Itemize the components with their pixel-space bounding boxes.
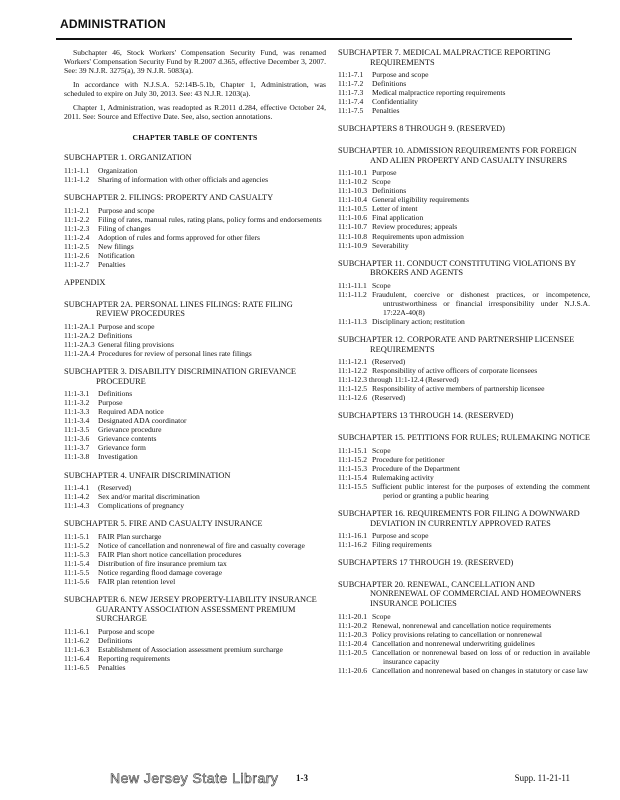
section-title: Reporting requirements — [98, 654, 170, 664]
toc-entry — [64, 331, 326, 340]
section-number: 11:1-2.5 — [64, 241, 90, 251]
section-spacer — [64, 672, 326, 681]
section-number: 11:1-12.5 — [338, 384, 368, 394]
toc-entry — [64, 340, 326, 349]
section-title: Adoption of rules and forms approved for other filers — [98, 232, 260, 242]
toc-entry — [64, 233, 326, 242]
toc-entry — [338, 639, 590, 648]
toc-entry — [338, 621, 590, 630]
subchapter-heading: SUBCHAPTER 12. CORPORATE AND PARTNERSHIP LICENSEE REQUIREMENTS — [338, 335, 575, 354]
section-title: Final application — [372, 213, 424, 223]
section-spacer — [64, 269, 326, 278]
toc-entry — [338, 446, 590, 455]
toc-entry — [64, 349, 326, 358]
section-title: Purpose and scope — [98, 205, 155, 215]
toc-entry — [64, 425, 326, 434]
section-spacer — [64, 462, 326, 471]
section-title: Procedures for review of personal lines rate filings — [98, 348, 252, 358]
library-watermark: New Jersey State Library — [110, 770, 279, 786]
section-spacer — [64, 184, 326, 193]
subchapter — [64, 193, 326, 269]
toc-entry — [338, 290, 590, 317]
section-number: 11:1-7.1 — [338, 70, 364, 80]
section-title: Purpose and scope — [98, 321, 155, 331]
section-number: 11:1-4.2 — [64, 492, 90, 502]
section-number: 11:1-10.2 — [338, 177, 368, 187]
section-number: 11:1-6.4 — [64, 654, 90, 664]
toc-entry — [338, 482, 590, 500]
subchapter-heading: SUBCHAPTERS 17 THROUGH 19. (RESERVED) — [338, 558, 514, 568]
section-title: Notice regarding flood damage coverage — [98, 568, 222, 578]
section-number: 11:1-16.1 — [338, 531, 368, 541]
section-number: 11:1-2A.3 — [64, 339, 95, 349]
subchapter-heading: APPENDIX — [64, 277, 106, 287]
toc-entry — [338, 106, 590, 115]
header-rule — [56, 38, 572, 40]
section-title: Grievance contents — [98, 434, 157, 444]
toc-entry — [338, 464, 590, 473]
section-number: 11:1-3.6 — [64, 434, 90, 444]
toc-entry — [338, 79, 590, 88]
section-title: Filing of changes — [98, 223, 151, 233]
toc-entry — [338, 540, 590, 549]
section-number: 11:1-2.2 — [64, 214, 90, 224]
subchapter-heading: SUBCHAPTER 7. MEDICAL MALPRACTICE REPORTING REQUIREMENTS — [338, 48, 551, 67]
section-title: 11:1-12.3 through 11:1-12.4 (Reserved) — [338, 375, 459, 385]
section-title: Definitions — [372, 186, 407, 196]
toc-entry — [338, 222, 590, 231]
toc-entry — [64, 322, 326, 331]
section-title: Scope — [372, 177, 391, 187]
toc-entry — [338, 88, 590, 97]
subchapter — [64, 519, 326, 586]
section-number: 11:1-7.3 — [338, 88, 364, 98]
section-title: (Reserved) — [372, 357, 406, 367]
left-column — [64, 48, 326, 681]
toc-entry — [338, 648, 590, 666]
intro-paragraph: In accordance with N.J.S.A. 52:14B-5.1b, Chapter 1, Administration, was scheduled to expire on July 30, 2013. See: 43 N.J.R. 1203(a). — [64, 80, 326, 99]
section-title: Scope — [372, 611, 391, 621]
section-title: (Reserved) — [372, 393, 406, 403]
subchapter-heading: SUBCHAPTER 5. FIRE AND CASUALTY INSURANCE — [64, 519, 263, 529]
subchapter-heading: SUBCHAPTERS 13 THROUGH 14. (RESERVED) — [338, 411, 514, 421]
section-number: 11:1-1.2 — [64, 175, 90, 185]
toc-entry — [64, 550, 326, 559]
section-title: Responsibility of active officers of corporate licensees — [372, 366, 538, 376]
toc-entry — [338, 375, 590, 384]
section-number: 11:1-5.3 — [64, 549, 90, 559]
section-title: Sex and/or marital discrimination — [98, 492, 200, 502]
toc-entry — [64, 577, 326, 586]
toc-entry — [338, 186, 590, 195]
toc-entry — [338, 204, 590, 213]
intro-paragraph: Subchapter 46, Stock Workers' Compensation Security Fund, was renamed Workers' Compensation Security Fund by R.2007 d.365, effective December 3, 2007. See: 39 N.J.R. 3275(a), 39 N.J.R. 5083(a). — [64, 48, 326, 76]
section-title: Sharing of information with other officials and agencies — [98, 175, 269, 185]
section-number: 11:1-20.3 — [338, 629, 368, 639]
subchapter — [338, 259, 590, 326]
section-spacer — [338, 137, 590, 146]
section-number: 11:1-15.1 — [338, 445, 368, 455]
toc-entry — [64, 492, 326, 501]
section-title: Grievance form — [98, 443, 146, 453]
section-number: 11:1-3.2 — [64, 398, 90, 408]
section-spacer — [338, 549, 590, 558]
toc-entry — [64, 663, 326, 672]
section-number: 11:1-2.6 — [64, 250, 90, 260]
section-number: 11:1-11.3 — [338, 317, 367, 326]
section-number: 11:1-20.1 — [338, 611, 368, 621]
section-number: 11:1-5.5 — [64, 568, 90, 578]
section-title: Procedure for petitioner — [372, 454, 445, 464]
toc-entry — [338, 70, 590, 79]
subchapter — [338, 558, 590, 568]
section-number: 11:1-12.2 — [338, 366, 368, 376]
toc-entry — [64, 452, 326, 461]
section-number: 11:1-5.1 — [64, 531, 90, 541]
section-title: Purpose and scope — [372, 70, 429, 80]
section-spacer — [338, 326, 590, 335]
toc-entry — [64, 434, 326, 443]
section-title: Review procedures; appeals — [372, 222, 458, 232]
section-title: Rulemaking activity — [372, 472, 434, 482]
section-spacer — [64, 586, 326, 595]
section-title: Notification — [98, 250, 135, 260]
subchapter — [64, 278, 326, 288]
section-number: 11:1-2.4 — [64, 232, 90, 242]
section-title: Penalties — [372, 106, 400, 116]
subchapter-heading: SUBCHAPTER 11. CONDUCT CONSTITUTING VIOLATIONS BY BROKERS AND AGENTS — [338, 258, 576, 278]
section-number: 11:1-7.4 — [338, 97, 364, 107]
toc-entry — [64, 532, 326, 541]
section-number: 11:1-6.5 — [64, 663, 90, 673]
section-number: 11:1-10.8 — [338, 231, 368, 241]
section-number: 11:1-20.5 — [338, 647, 368, 657]
subchapter-heading: SUBCHAPTER 2A. PERSONAL LINES FILINGS: RATE FILING REVIEW PROCEDURES — [64, 299, 293, 319]
toc-entry — [338, 393, 590, 402]
section-spacer — [64, 291, 326, 300]
section-number: 11:1-3.5 — [64, 425, 90, 435]
toc-entry — [64, 206, 326, 215]
subchapter — [338, 580, 590, 675]
toc-entry — [64, 541, 326, 550]
section-title: Fraudulent, coercive or dishonest practices, or incompetence, untrustworthiness or financial irresponsibility under N.J.S.A. 17:22A-40(8) — [372, 289, 590, 317]
toc-entry — [64, 242, 326, 251]
toc-entry — [64, 501, 326, 510]
section-title: Medical malpractice reporting requirements — [372, 88, 506, 98]
section-title: Scope — [372, 280, 391, 290]
section-spacer — [64, 358, 326, 367]
section-title: General eligibility requirements — [372, 195, 469, 205]
toc-entry — [64, 627, 326, 636]
subchapter — [64, 153, 326, 184]
toc-entry — [338, 366, 590, 375]
subchapter — [338, 411, 590, 421]
section-title: Definitions — [372, 79, 407, 89]
toc-entry — [338, 168, 590, 177]
subchapter-heading: SUBCHAPTER 1. ORGANIZATION — [64, 153, 192, 163]
section-number: 11:1-7.5 — [338, 106, 364, 116]
toc-entry — [64, 568, 326, 577]
section-number: 11:1-2.1 — [64, 205, 90, 215]
section-number: 11:1-11.2 — [338, 289, 367, 299]
section-number: 11:1-3.8 — [64, 452, 90, 462]
section-spacer — [338, 571, 590, 580]
subchapter-heading: SUBCHAPTER 15. PETITIONS FOR RULES; RULEMAKING NOTICE — [338, 433, 590, 443]
section-number: 11:1-20.4 — [338, 638, 368, 648]
subchapter — [64, 300, 326, 358]
toc-entry — [64, 443, 326, 452]
section-title: Cancellation or nonrenewal based on loss of or reduction in available insurance capacity — [372, 647, 590, 666]
toc-entry — [338, 384, 590, 393]
section-number: 11:1-11.1 — [338, 280, 367, 290]
section-number: 11:1-2A.2 — [64, 330, 95, 340]
section-title: Distribution of fire insurance premium tax — [98, 558, 227, 568]
section-number: 11:1-4.1 — [64, 483, 90, 493]
section-title: Grievance procedure — [98, 425, 162, 435]
section-title: Filing of rates, manual rules, rating plans, policy forms and endorsements — [98, 214, 322, 224]
section-number: 11:1-10.6 — [338, 213, 368, 223]
toc-entry — [338, 531, 590, 540]
subchapter — [64, 471, 326, 511]
section-number: 11:1-5.6 — [64, 577, 90, 587]
toc-entry — [64, 636, 326, 645]
toc-entry — [64, 654, 326, 663]
section-number: 11:1-10.9 — [338, 240, 368, 250]
right-column — [338, 48, 590, 684]
subchapter — [338, 509, 590, 549]
toc-entry — [338, 241, 590, 250]
toc-entry — [338, 473, 590, 482]
section-title: Purpose — [98, 398, 123, 408]
section-number: 11:1-20.6 — [338, 665, 368, 675]
supplement-date: Supp. 11-21-11 — [514, 773, 570, 783]
section-spacer — [338, 115, 590, 124]
toc-entry — [338, 357, 590, 366]
section-title: Scope — [372, 445, 391, 455]
section-number: 11:1-10.4 — [338, 195, 368, 205]
subchapter — [338, 48, 590, 115]
toc-entry — [338, 232, 590, 241]
section-title: Designated ADA coordinator — [98, 416, 187, 426]
section-spacer — [338, 500, 590, 509]
subchapter-heading: SUBCHAPTER 2. FILINGS: PROPERTY AND CASUALTY — [64, 193, 274, 203]
section-number: 11:1-6.2 — [64, 635, 90, 645]
subchapter-heading: SUBCHAPTER 4. UNFAIR DISCRIMINATION — [64, 470, 231, 480]
section-number: 11:1-10.3 — [338, 186, 368, 196]
section-number: 11:1-2.7 — [64, 259, 90, 269]
section-title: Definitions — [98, 635, 133, 645]
section-spacer — [338, 402, 590, 411]
section-number: 11:1-3.4 — [64, 416, 90, 426]
toc-entry — [64, 251, 326, 260]
section-spacer — [338, 424, 590, 433]
subchapter — [338, 146, 590, 250]
section-number: 11:1-6.1 — [64, 626, 90, 636]
section-title: Organization — [98, 165, 138, 175]
section-number: 11:1-3.1 — [64, 389, 90, 399]
page-number: 1-3 — [296, 773, 308, 783]
toc-entry — [64, 166, 326, 175]
section-title: FAIR Plan surcharge — [98, 531, 162, 541]
subchapter — [338, 335, 590, 402]
section-title: Purpose and scope — [372, 531, 429, 541]
section-title: Procedure of the Department — [372, 463, 460, 473]
section-number: 11:1-15.5 — [338, 481, 368, 491]
section-title: Purpose — [372, 168, 397, 178]
subchapter — [338, 124, 590, 134]
toc-entry — [64, 175, 326, 184]
section-number: 11:1-15.4 — [338, 472, 368, 482]
toc-entry — [64, 483, 326, 492]
section-number: 11:1-10.7 — [338, 222, 368, 232]
section-title: Severability — [372, 240, 409, 250]
toc-entry — [338, 281, 590, 290]
section-number: 11:1-10.5 — [338, 204, 368, 214]
section-number: 11:1-2A.4 — [64, 348, 95, 358]
subchapter-heading: SUBCHAPTER 6. NEW JERSEY PROPERTY-LIABILITY INSURANCE GUARANTY ASSOCIATION ASSESSMENT PREMIUM SURCHARGE — [64, 595, 317, 624]
toc-entry — [338, 213, 590, 222]
section-number: 11:1-3.3 — [64, 407, 90, 417]
section-number: 11:1-5.4 — [64, 558, 90, 568]
section-title: General filing provisions — [98, 339, 174, 349]
intro-paragraph: Chapter 1, Administration, was readopted as R.2011 d.284, effective October 24, 2011. See: Source and Effective Date. See, also, section annotations. — [64, 103, 326, 122]
section-number: 11:1-7.2 — [338, 79, 364, 89]
section-number: 11:1-20.2 — [338, 620, 368, 630]
toc-entry — [64, 260, 326, 269]
section-number: 11:1-16.2 — [338, 540, 368, 550]
section-title: Confidentiality — [372, 97, 418, 107]
section-spacer — [338, 675, 590, 684]
section-title: Renewal, nonrenewal and cancellation notice requirements — [372, 620, 552, 630]
section-title: Definitions — [98, 389, 133, 399]
toc-entry — [64, 215, 326, 224]
section-title: Investigation — [98, 452, 138, 462]
section-title: Complications of pregnancy — [98, 501, 185, 511]
section-spacer — [64, 510, 326, 519]
toc-entry — [64, 645, 326, 654]
toc-entry — [338, 177, 590, 186]
section-title: Penalties — [98, 663, 126, 673]
toc-entry — [338, 97, 590, 106]
section-number: 11:1-12.6 — [338, 393, 368, 403]
section-title: Establishment of Association assessment premium surcharge — [98, 645, 283, 654]
toc-entry — [338, 317, 590, 326]
section-title: Filing requirements — [372, 540, 432, 550]
section-number: 11:1-4.3 — [64, 501, 90, 511]
section-title: Required ADA notice — [98, 407, 164, 417]
section-title: Disciplinary action; restitution — [372, 317, 465, 326]
section-title: Responsibility of active members of partnership licensee — [372, 384, 545, 394]
toc-entry — [64, 407, 326, 416]
section-title: New filings — [98, 241, 134, 251]
section-number: 11:1-5.2 — [64, 540, 90, 550]
section-title: Penalties — [98, 259, 126, 269]
section-number: 11:1-2A.1 — [64, 321, 95, 331]
section-spacer — [338, 250, 590, 259]
section-title: (Reserved) — [98, 483, 132, 493]
toc-entry — [64, 224, 326, 233]
subchapter-heading: SUBCHAPTER 16. REQUIREMENTS FOR FILING A DOWNWARD DEVIATION IN CURRENTLY APPROVED RATES — [338, 508, 580, 528]
toc-title: CHAPTER TABLE OF CONTENTS — [132, 133, 258, 143]
toc-entry — [338, 455, 590, 464]
section-number: 11:1-6.3 — [64, 645, 90, 654]
section-title: Purpose and scope — [98, 626, 155, 636]
section-number: 11:1-15.3 — [338, 463, 368, 473]
toc-entry — [64, 559, 326, 568]
section-number: 11:1-2.3 — [64, 223, 90, 233]
section-number: 11:1-10.1 — [338, 168, 368, 178]
subchapter — [64, 367, 326, 462]
left-toc-sections — [64, 153, 326, 681]
section-number: 11:1-3.7 — [64, 443, 90, 453]
section-number: 11:1-1.1 — [64, 165, 90, 175]
section-title: FAIR Plan short notice cancellation procedures — [98, 549, 242, 559]
subchapter-heading: SUBCHAPTER 20. RENEWAL, CANCELLATION AND NONRENEWAL OF COMMERCIAL AND HOMEOWNERS INSURANCE POLICIES — [338, 579, 582, 608]
toc-entry — [64, 398, 326, 407]
subchapter-heading: SUBCHAPTERS 8 THROUGH 9. (RESERVED) — [338, 124, 505, 134]
right-toc-sections — [338, 48, 590, 684]
section-title: FAIR plan retention level — [98, 577, 176, 587]
section-number: 11:1-15.2 — [338, 454, 368, 464]
subchapter — [64, 595, 326, 672]
section-number: 11:1-12.1 — [338, 357, 368, 367]
toc-entry — [338, 666, 590, 675]
subchapter-heading: SUBCHAPTER 10. ADMISSION REQUIREMENTS FOR FOREIGN AND ALIEN PROPERTY AND CASUALTY INSURERS — [338, 146, 577, 165]
section-title: Policy provisions relating to cancellation or nonrenewal — [372, 629, 542, 639]
section-title: Letter of intent — [372, 204, 418, 214]
section-title: Sufficient public interest for the purposes of extending the comment period or granting a public hearing — [372, 481, 590, 500]
toc-entry — [64, 389, 326, 398]
section-title: Cancellation and nonrenewal based on changes in statutory or case law — [372, 665, 588, 675]
toc-entry — [338, 630, 590, 639]
section-title: Definitions — [98, 330, 133, 340]
toc-entry — [338, 612, 590, 621]
toc-entry — [64, 416, 326, 425]
running-header-title: ADMINISTRATION — [60, 17, 166, 31]
subchapter-heading: SUBCHAPTER 3. DISABILITY DISCRIMINATION GRIEVANCE PROCEDURE — [64, 366, 296, 386]
section-title: Requirements upon admission — [372, 231, 464, 241]
subchapter — [338, 433, 590, 500]
toc-entry — [338, 195, 590, 204]
section-title: Cancellation and nonrenewal underwriting guidelines — [372, 638, 535, 648]
section-title: Notice of cancellation and nonrenewal of fire and casualty coverage — [98, 540, 305, 550]
